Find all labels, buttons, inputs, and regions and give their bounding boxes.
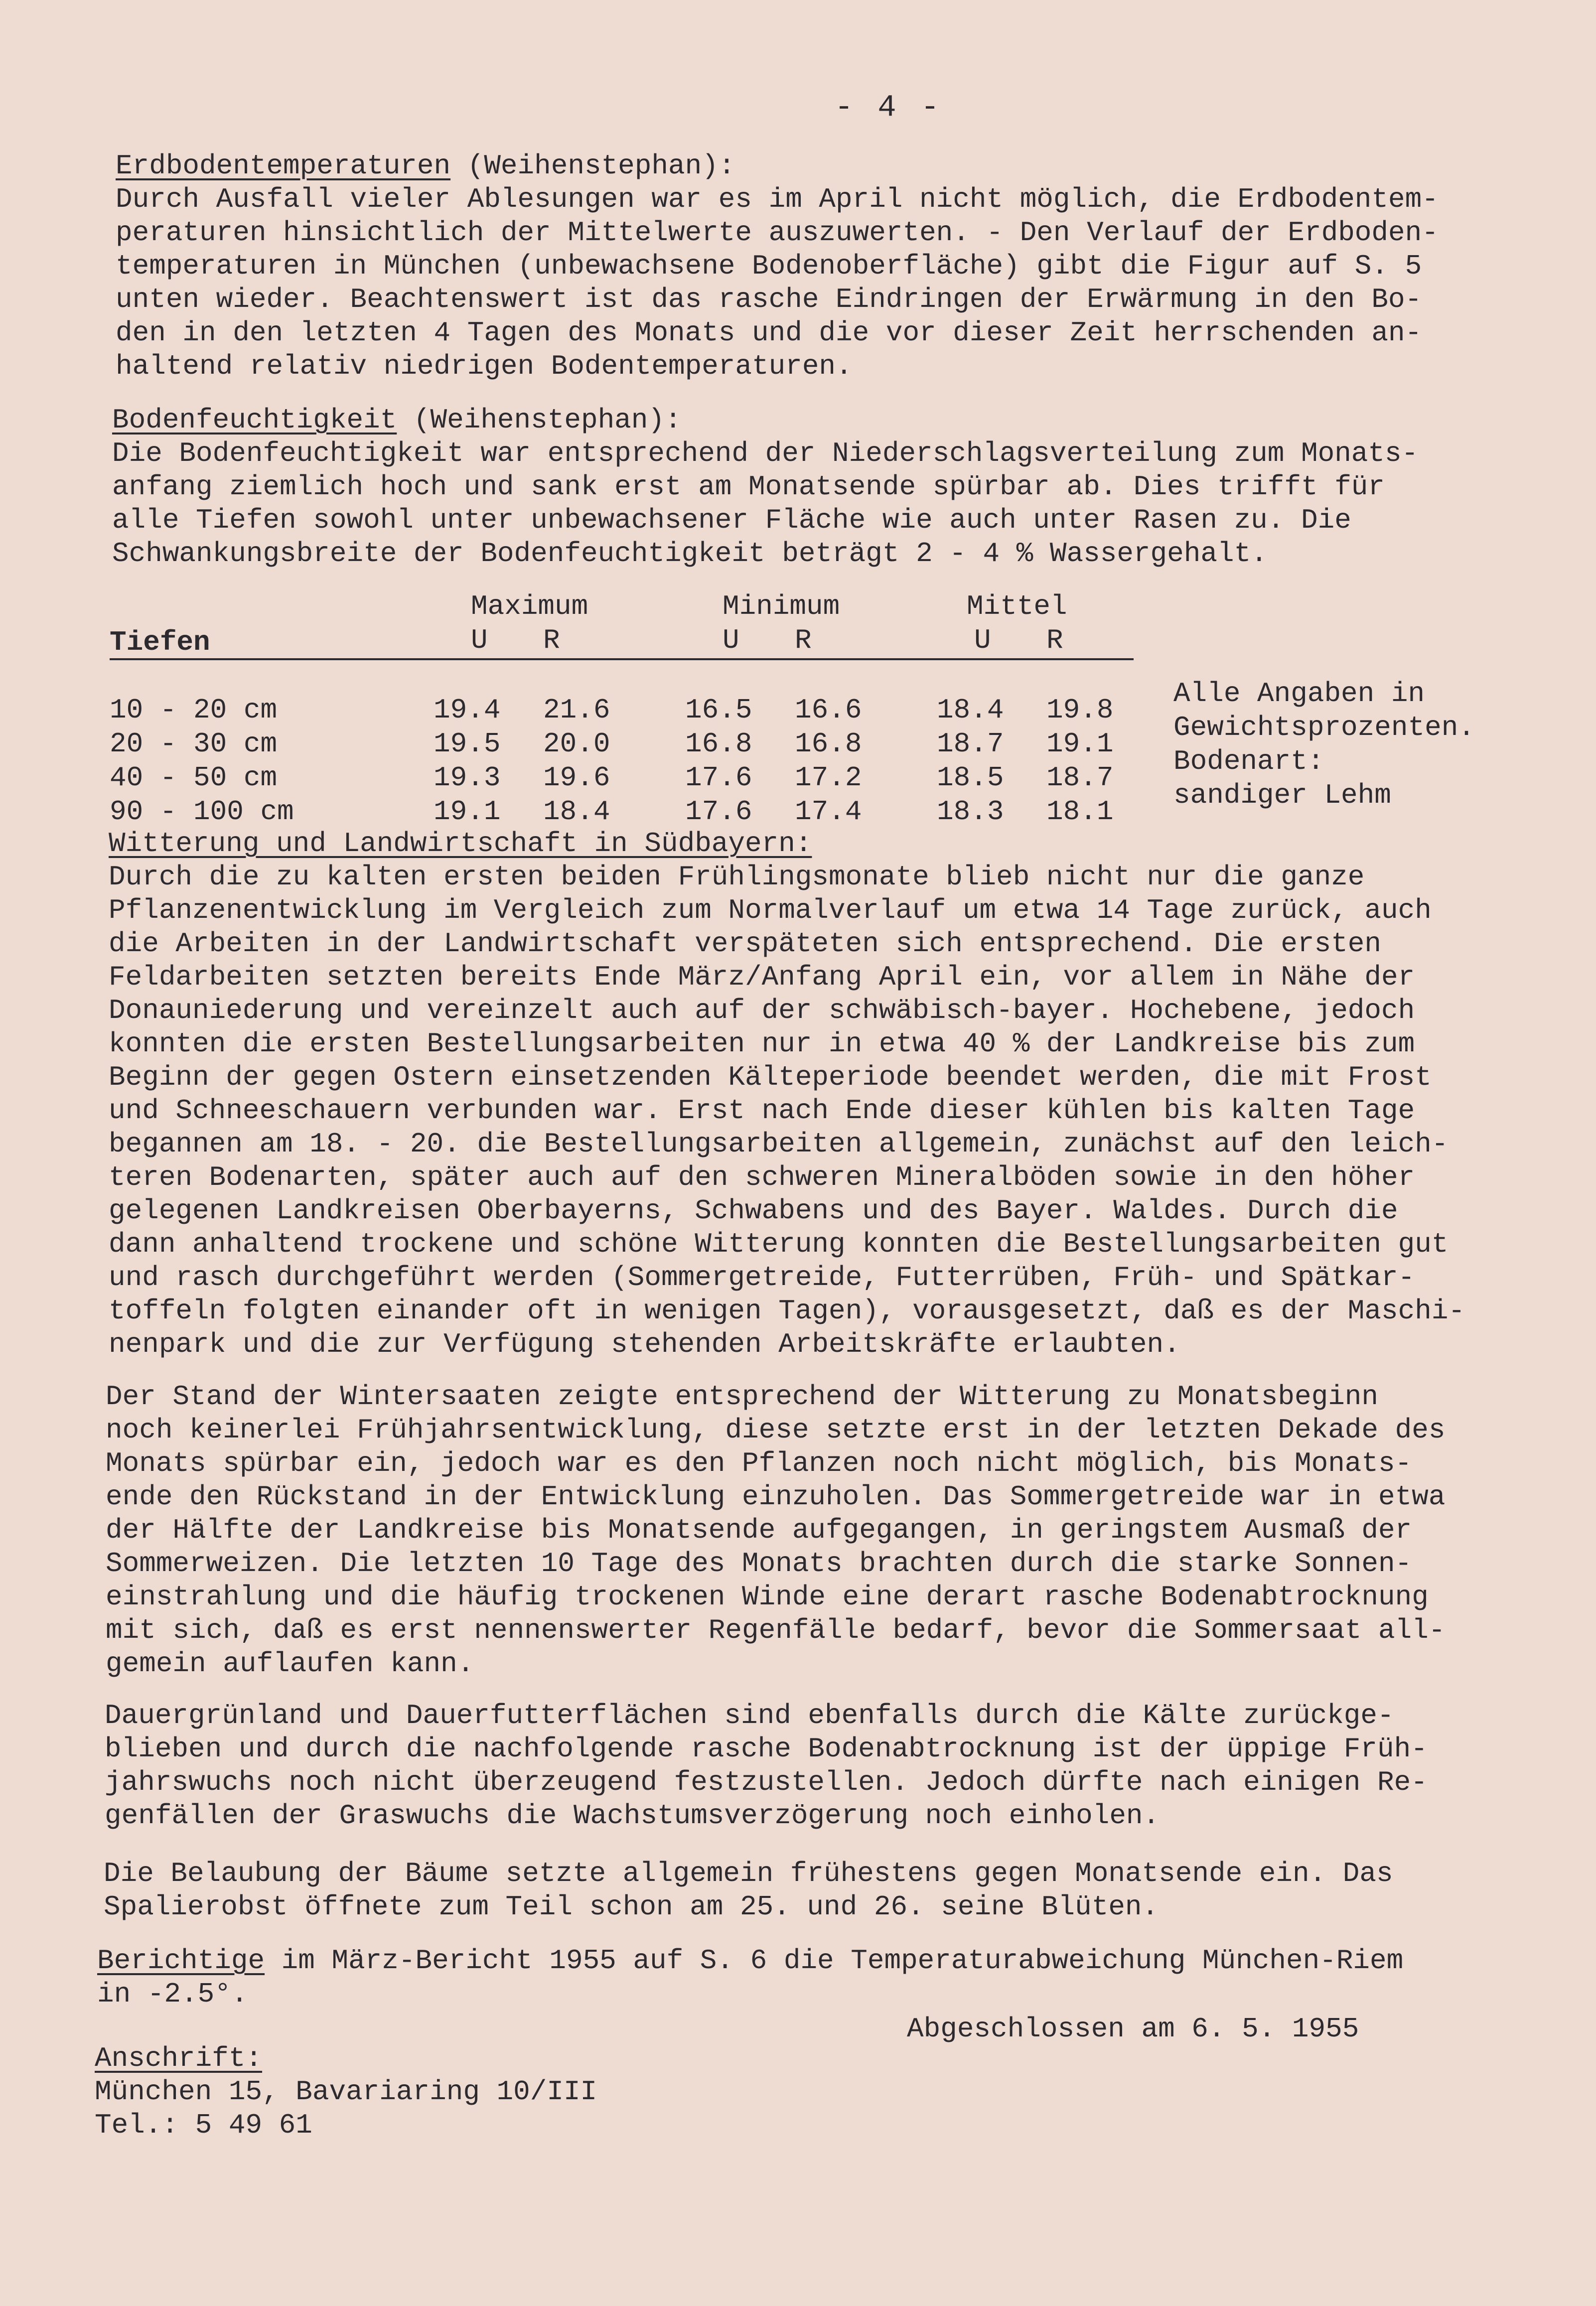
value-cell: 18.3: [937, 796, 1004, 828]
text-line: Die Bodenfeuchtigkeit war entsprechend der Niederschlagsverteilung zum Monats-: [112, 437, 1419, 469]
text-line: teren Bodenarten, später auch auf den schweren Mineralböden sowie in den höher: [109, 1161, 1415, 1193]
note-line: Bodenart:: [1173, 745, 1324, 777]
value-cell: 16.8: [795, 728, 862, 760]
text-line: Pflanzenentwicklung im Vergleich zum Normalverlauf um etwa 14 Tage zurück, auch: [109, 894, 1432, 926]
text-line: dann anhaltend trockene und schöne Witterung konnten die Bestellungsarbeiten gut: [109, 1228, 1449, 1260]
section-heading-suffix: (Weihenstephan):: [397, 404, 682, 436]
correction-label: Berichtige: [97, 1945, 265, 1977]
text-line: konnten die ersten Bestellungsarbeiten nur in etwa 40 % der Landkreise bis zum: [109, 1028, 1415, 1060]
group-header-maximum: Maximum: [471, 590, 588, 622]
value-cell: 21.6: [543, 694, 610, 726]
section-heading-line: [116, 149, 1439, 183]
value-cell: 18.7: [937, 728, 1004, 760]
table-group-header-row: [110, 590, 1134, 624]
table-row: [110, 728, 1134, 762]
text-line: toffeln folgten einander oft in wenigen Tagen), vorausgesetzt, daß es der Maschi-: [109, 1295, 1465, 1327]
value-cell: 19.6: [543, 762, 610, 794]
value-cell: 18.4: [543, 796, 610, 828]
paragraph-grassland: [105, 1699, 1428, 1833]
section-heading-line: [112, 404, 1418, 437]
address-label: Anschrift:: [95, 2042, 263, 2074]
section-heading: Bodenfeuchtigkeit: [112, 404, 397, 436]
value-cell: 16.5: [685, 694, 752, 726]
value-cell: 20.0: [543, 728, 610, 760]
depth-cell: 20 - 30 cm: [110, 728, 278, 760]
section-heading-suffix: (Weihenstephan):: [450, 150, 735, 182]
table-row: [110, 694, 1134, 728]
group-header-mittel: Mittel: [967, 590, 1067, 622]
note-line: sandiger Lehm: [1173, 779, 1391, 811]
sub-header: U: [434, 624, 543, 659]
text-line: Durch die zu kalten ersten beiden Frühlingsmonate blieb nicht nur die ganze: [109, 861, 1365, 893]
text-line: unten wieder. Beachtenswert ist das rasche Eindringen der Erwärmung in den Bo-: [116, 284, 1422, 315]
note-line: Alle Angaben in: [1173, 678, 1425, 710]
depth-cell: 90 - 100 cm: [110, 796, 294, 828]
correction-note: [97, 1944, 1403, 2011]
text-line: ende den Rückstand in der Entwicklung einzuholen. Das Sommergetreide war in etwa: [106, 1481, 1446, 1513]
text-line: den in den letzten 4 Tagen des Monats und die vor dieser Zeit herrschenden an-: [116, 317, 1422, 349]
section-heading: Erdbodentemperaturen: [116, 150, 451, 182]
text-line: Monats spürbar ein, jedoch war es den Pflanzen noch nicht möglich, bis Monats-: [106, 1447, 1412, 1479]
value-cell: 16.8: [685, 728, 752, 760]
sub-header: R: [543, 624, 685, 659]
text-line: noch keinerlei Frühjahrsentwicklung, diese setzte erst in der letzten Dekade des: [106, 1414, 1446, 1446]
text-line: anfang ziemlich hoch und sank erst am Monatsende spürbar ab. Dies trifft für: [112, 471, 1385, 503]
table-row: [110, 796, 1134, 830]
page-number: - 4 -: [835, 90, 943, 125]
value-cell: 18.5: [937, 762, 1004, 794]
sub-header: U: [937, 624, 1046, 659]
value-cell: 19.4: [434, 694, 501, 726]
value-cell: 18.4: [937, 694, 1004, 726]
value-cell: 18.1: [1046, 796, 1114, 828]
table-row: [110, 762, 1134, 796]
paragraph-trees: [104, 1857, 1393, 1924]
correction-text: im März-Bericht 1955 auf S. 6 die Temperaturabweichung München-Riem: [265, 1945, 1404, 1977]
text-line: gelegenen Landkreisen Oberbayerns, Schwabens und des Bayer. Waldes. Durch die: [109, 1195, 1398, 1227]
section-weather-agriculture: [109, 827, 1465, 1361]
value-cell: 19.1: [434, 796, 501, 828]
section-heading: Witterung und Landwirtschaft in Südbayern:: [109, 828, 812, 860]
text-line: die Arbeiten in der Landwirtschaft verspäteten sich entsprechend. Die ersten: [109, 928, 1382, 960]
paragraph-winter-crops: [106, 1380, 1445, 1681]
depth-cell: 40 - 50 cm: [110, 762, 278, 794]
text-line: begannen am 18. - 20. die Bestellungsarbeiten allgemein, zunächst auf den leich-: [109, 1128, 1449, 1160]
soil-moisture-table: [110, 590, 1134, 830]
text-line: Sommerweizen. Die letzten 10 Tage des Monats brachten durch die starke Sonnen-: [106, 1548, 1412, 1580]
depth-cell: 10 - 20 cm: [110, 694, 278, 726]
text-line: Dauergrünland und Dauerfutterflächen sind ebenfalls durch die Kälte zurückge-: [105, 1700, 1394, 1731]
value-cell: 17.6: [685, 796, 752, 828]
text-line: Beginn der gegen Ostern einsetzenden Kälteperiode beendet werden, die mit Frost: [109, 1061, 1432, 1093]
value-cell: 19.1: [1046, 728, 1114, 760]
text-line: haltend relativ niedrigen Bodentemperaturen.: [116, 350, 853, 382]
text-line: und Schneeschauern verbunden war. Erst nach Ende dieser kühlen bis kalten Tage: [109, 1095, 1415, 1127]
value-cell: 17.2: [795, 762, 862, 794]
text-line: peraturen hinsichtlich der Mittelwerte auszuwerten. - Den Verlauf der Erdboden-: [116, 217, 1439, 249]
value-cell: 16.6: [795, 694, 862, 726]
text-line: temperaturen in München (unbewachsene Bodenoberfläche) gibt die Figur auf S. 5: [116, 250, 1422, 282]
text-line: der Hälfte der Landkreise bis Monatsende aufgegangen, in geringstem Ausmaß der: [106, 1514, 1412, 1546]
table-note: [1173, 677, 1475, 812]
text-line: Donauniederung und vereinzelt auch auf der schwäbisch-bayer. Hochebene, jedoch: [109, 995, 1415, 1026]
col-label-tiefen: Tiefen: [110, 624, 434, 659]
text-line: blieben und durch die nachfolgende rasche Bodenabtrocknung ist der üppige Früh-: [105, 1733, 1428, 1765]
text-line: alle Tiefen sowohl unter unbewachsener Fläche wie auch unter Rasen zu. Die: [112, 504, 1351, 536]
text-line: Die Belaubung der Bäume setzte allgemein frühestens gegen Monatsende ein. Das: [104, 1858, 1393, 1889]
value-cell: 19.3: [434, 762, 501, 794]
sub-header: R: [795, 624, 937, 659]
text-line: genfällen der Graswuchs die Wachstumsverzögerung noch einholen.: [105, 1800, 1160, 1832]
phone-line: Tel.: 5 49 61: [95, 2109, 312, 2141]
correction-line: [97, 1944, 1403, 1978]
text-line: jahrswuchs noch nicht überzeugend festzustellen. Jedoch dürfte nach einigen Re-: [105, 1766, 1428, 1798]
text-line: Feldarbeiten setzten bereits Ende März/Anfang April ein, vor allem in Nähe der: [109, 961, 1415, 993]
sub-header: U: [685, 624, 795, 659]
value-cell: 17.6: [685, 762, 752, 794]
text-line: Spalierobst öffnete zum Teil schon am 25. und 26. seine Blüten.: [104, 1891, 1159, 1923]
text-line: mit sich, daß es erst nennenswerter Regenfälle bedarf, bevor die Sommersaat all-: [106, 1614, 1446, 1646]
value-cell: 17.4: [795, 796, 862, 828]
text-line: nenpark und die zur Verfügung stehenden Arbeitskräfte erlaubten.: [109, 1328, 1180, 1360]
correction-line-2: in -2.5°.: [97, 1978, 248, 2010]
text-line: gemein auflaufen kann.: [106, 1648, 474, 1680]
address-block: [95, 2042, 597, 2142]
closing-date: Abgeschlossen am 6. 5. 1955: [907, 2013, 1359, 2045]
value-cell: 19.8: [1046, 694, 1114, 726]
value-cell: 18.7: [1046, 762, 1114, 794]
group-header-minimum: Minimum: [723, 590, 840, 622]
text-line: Der Stand der Wintersaaten zeigte entsprechend der Witterung zu Monatsbeginn: [106, 1381, 1379, 1413]
text-line: Schwankungsbreite der Bodenfeuchtigkeit beträgt 2 - 4 % Wassergehalt.: [112, 538, 1268, 570]
note-line: Gewichtsprozenten.: [1173, 712, 1475, 743]
section-soil-temperature: [116, 149, 1439, 383]
address-line: München 15, Bavariaring 10/III: [95, 2076, 597, 2108]
table-header-row: [110, 624, 1134, 659]
value-cell: 19.5: [434, 728, 501, 760]
text-line: und rasch durchgeführt werden (Sommergetreide, Futterrüben, Früh- und Spätkar-: [109, 1262, 1415, 1294]
text-line: Durch Ausfall vieler Ablesungen war es im April nicht möglich, die Erdbodentem-: [116, 183, 1439, 215]
sub-header: R: [1046, 624, 1134, 659]
section-soil-moisture: [112, 404, 1418, 571]
text-line: einstrahlung und die häufig trockenen Winde eine derart rasche Bodenabtrocknung: [106, 1581, 1429, 1613]
